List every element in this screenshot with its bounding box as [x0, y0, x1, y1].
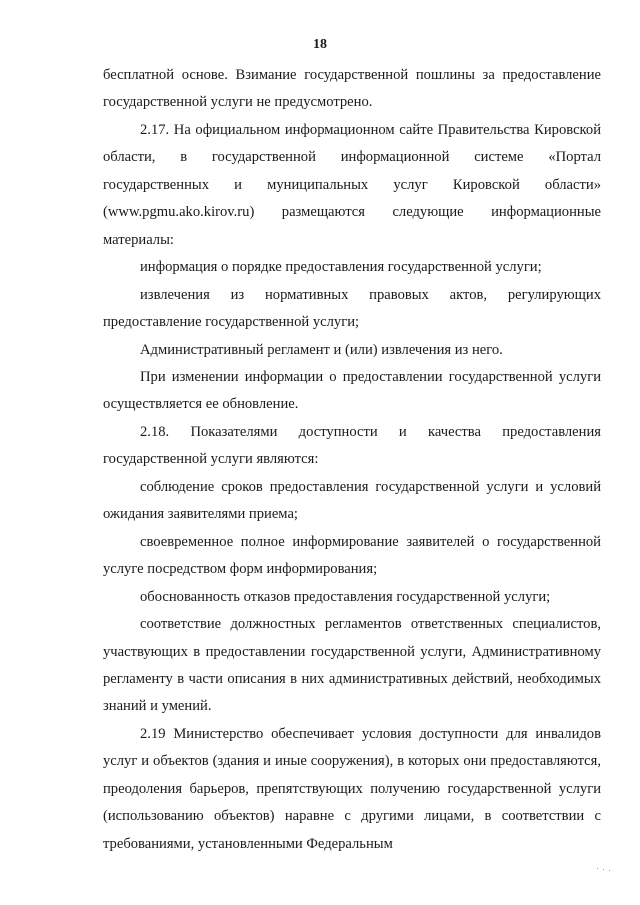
paragraph-2-17: 2.17. На официальном информационном сайте Правительства Кировской области, в государственной информационной системе «Портал государственных и муниципальных услуг Кировской области» (www.pgmu.ako.kirov.ru) размещаются следующие информационные материалы:	[103, 121, 601, 248]
list-item-informing: своевременное полное информирование заявителей о государственной услуге посредством форм информирования;	[103, 533, 601, 578]
paragraph-info-update: При изменении информации о предоставлении государственной услуги осуществляется ее обновление.	[103, 368, 601, 413]
list-item-deadlines: соблюдение сроков предоставления государственной услуги и условий ожидания заявителями приема;	[103, 478, 601, 523]
scan-speck	[597, 868, 598, 869]
list-item-job-compliance: соответствие должностных регламентов ответственных специалистов, участвующих в предоставлении государственной услуги, Административному регламенту в части описания в них административных действий, необходимых знаний и умений.	[103, 616, 601, 715]
list-item-refusal-validity: обоснованность отказов предоставления государственной услуги;	[140, 588, 551, 605]
list-item-admin-regulation: Административный регламент и (или) извлечения из него.	[140, 341, 503, 358]
list-item-legal-extracts: извлечения из нормативных правовых актов, регулирующих предоставление государственной услуги;	[103, 286, 601, 331]
scan-speck	[603, 869, 604, 870]
paragraph-fee-continuation: бесплатной основе. Взимание государственной пошлины за предоставление государственной услуги не предусмотрено.	[103, 67, 601, 111]
paragraph-2-18: 2.18. Показателями доступности и качества предоставления государственной услуги являются:	[103, 423, 601, 468]
document-body	[103, 62, 601, 858]
page-number: 18	[313, 37, 327, 52]
paragraph-2-19: 2.19 Министерство обеспечивает условия доступности для инвалидов услуг и объектов (здания и иные сооружения), в которых они предоставляются, преодоления барьеров, препятствующих получению государственной услуги (использованию объектов) наравне с другими лицами, в соответствии с требованиями, установленными Федеральным	[103, 725, 601, 852]
list-item-procedure-info: информация о порядке предоставления государственной услуги;	[140, 259, 542, 276]
scan-speck	[609, 870, 610, 871]
